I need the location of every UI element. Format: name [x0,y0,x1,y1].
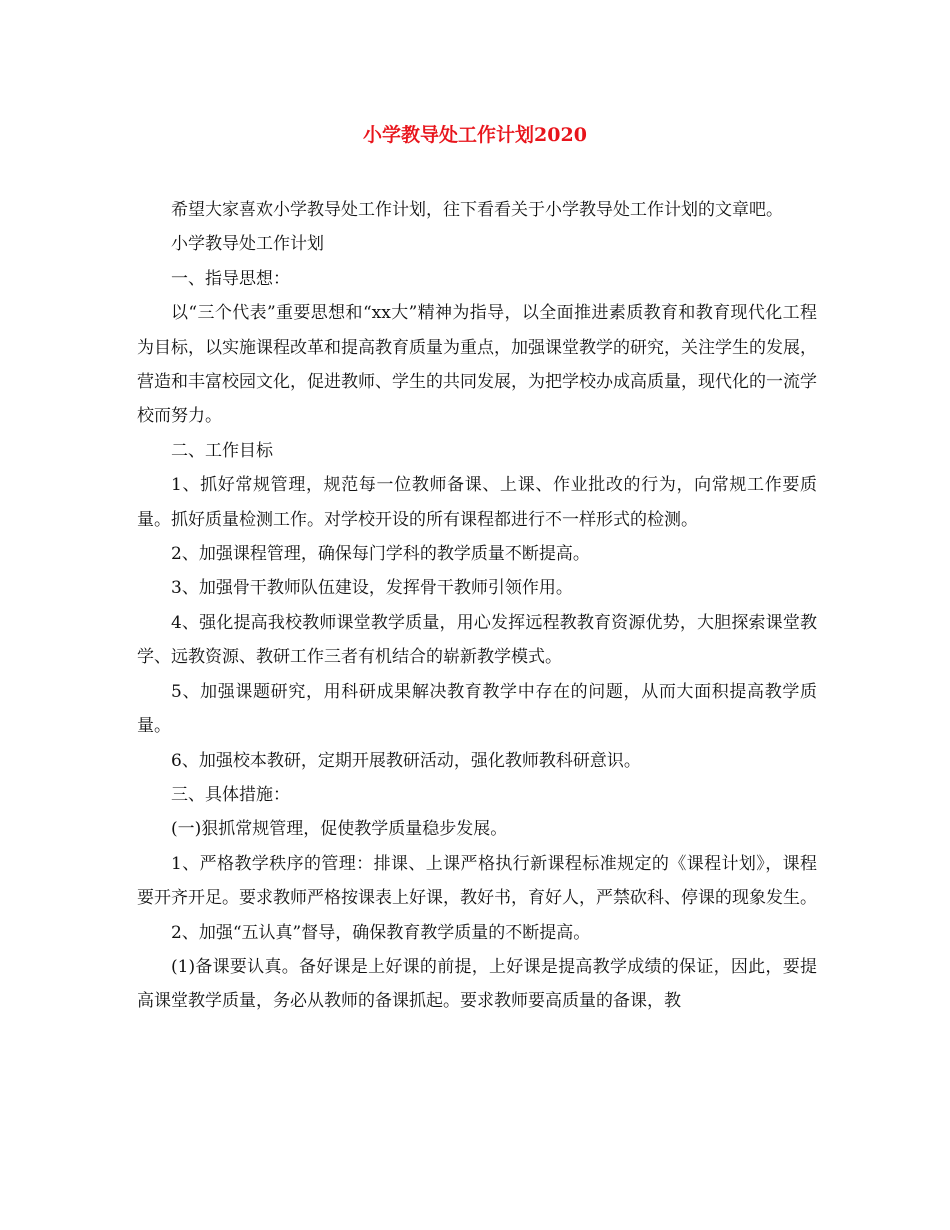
document-body [137,193,817,1019]
section-heading: 一、指导思想： [171,268,290,289]
list-item: 2、加强“五认真”督导，确保教育教学质量的不断提高。 [171,922,591,943]
list-item: 1、严格教学秩序的管理：排课、上课严格执行新课程标准规定的《课程计划》，课程要开齐开足。要求教师严格按课表上好课，教好书，育好人，严禁砍科、停课的现象发生。 [137,853,817,909]
list-item: 1、抓好常规管理，规范每一位教师备课、上课、作业批改的行为，向常规工作要质量。抓好质量检测工作。对学校开设的所有课程都进行不一样形式的检测。 [137,475,817,530]
list-item: 3、加强骨干教师队伍建设，发挥骨干教师引领作用。 [171,578,573,599]
paragraph: 以“三个代表”重要思想和“xx大”精神为指导，以全面推进素质教育和教育现代化工程为目标，以实施课程改革和提高教育质量为重点，加强课堂教学的研究，关注学生的发展，营造和丰富校园文化，促进教师、学生的共同发展，为把学校办成高质量，现代化的一流学校而努力。 [137,303,817,427]
page-title: 小学教导处工作计划2020 [363,124,587,146]
section-heading: 三、具体措施： [171,784,290,805]
list-item: 6、加强校本教研，定期开展教研活动，强化教师教科研意识。 [171,750,641,771]
list-item: 5、加强课题研究，用科研成果解决教育教学中存在的问题，从而大面积提高教学质量。 [137,681,817,737]
list-item: 4、强化提高我校教师课堂教学质量，用心发挥远程教教育资源优势，大胆探索课堂教学、远教资源、教研工作三者有机结合的崭新教学模式。 [137,612,817,668]
section-heading: 二、工作目标 [171,440,273,461]
list-item: (1)备课要认真。备好课是上好课的前提，上好课是提高教学成绩的保证，因此，要提高课堂教学质量，务必从教师的备课抓起。要求教师要高质量的备课，教 [137,956,817,1012]
list-item: 2、加强课程管理，确保每门学科的教学质量不断提高。 [171,544,590,565]
subsection-heading: (一)狠抓常规管理，促使教学质量稳步发展。 [171,819,508,840]
paragraph: 小学教导处工作计划 [171,234,324,255]
paragraph: 希望大家喜欢小学教导处工作计划，往下看看关于小学教导处工作计划的文章吧。 [171,200,783,220]
